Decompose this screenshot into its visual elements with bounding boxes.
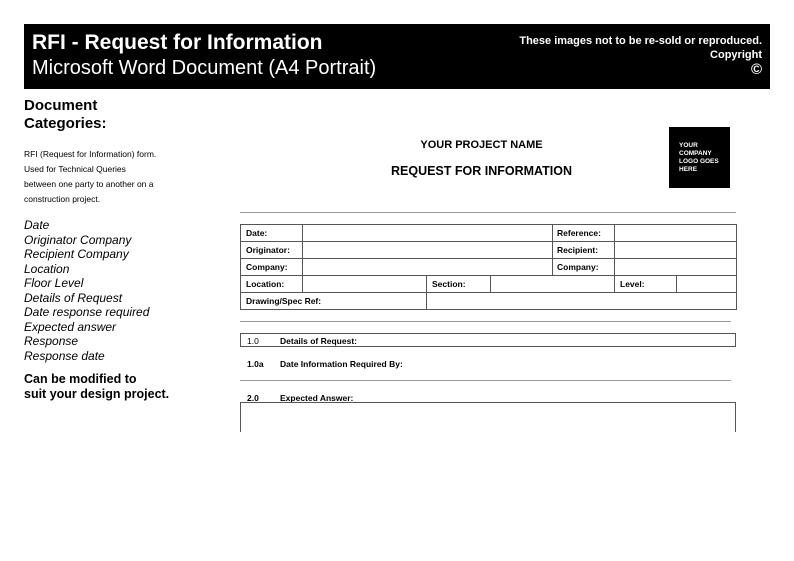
category-item: Date bbox=[24, 218, 50, 232]
level-label: Level: bbox=[615, 276, 677, 293]
originator-field[interactable] bbox=[303, 242, 553, 259]
category-item: Date response required bbox=[24, 305, 150, 319]
form-heading: REQUEST FOR INFORMATION bbox=[390, 164, 572, 178]
section-label: Section: bbox=[427, 276, 491, 293]
table-row bbox=[241, 259, 737, 276]
recipient-label: Recipient: bbox=[553, 242, 615, 259]
category-item: Details of Request bbox=[24, 290, 123, 305]
category-item: Response date bbox=[24, 348, 105, 363]
modify-note-line1: Can be modified to bbox=[24, 372, 137, 386]
section-number: 1.0a bbox=[247, 359, 264, 369]
date-label: Date: bbox=[241, 225, 303, 242]
divider bbox=[240, 321, 731, 322]
company-logo-placeholder bbox=[669, 127, 730, 188]
copyright-notice bbox=[519, 34, 762, 78]
categories-heading-line2: Categories: bbox=[24, 115, 107, 132]
logo-line: LOGO GOES bbox=[679, 158, 719, 165]
document-description bbox=[24, 147, 224, 207]
copyright-icon: © bbox=[750, 61, 762, 78]
logo-line: COMPANY bbox=[679, 150, 712, 157]
section-number: 1.0 bbox=[247, 336, 259, 346]
description-line: RFI (Request for Information) form. bbox=[24, 149, 157, 159]
location-field[interactable] bbox=[303, 276, 427, 293]
rfi-header-table bbox=[240, 224, 737, 310]
section-number: 2.0 bbox=[247, 393, 259, 403]
expected-answer-box[interactable] bbox=[240, 402, 736, 432]
divider bbox=[240, 212, 736, 213]
logo-line: YOUR bbox=[679, 142, 698, 149]
modify-note-line2: suit your design project. bbox=[24, 387, 170, 401]
category-item: Expected answer bbox=[24, 319, 117, 334]
reference-label: Reference: bbox=[553, 225, 615, 242]
table-row bbox=[241, 242, 737, 259]
categories-heading bbox=[24, 97, 224, 133]
modify-note bbox=[24, 372, 224, 402]
category-item: Floor Level bbox=[24, 276, 84, 290]
level-field[interactable] bbox=[677, 276, 737, 293]
banner-subtitle: Microsoft Word Document (A4 Portrait) bbox=[32, 57, 377, 79]
category-item: Response bbox=[24, 334, 79, 348]
category-item: Location bbox=[24, 261, 70, 276]
table-row bbox=[241, 225, 737, 242]
divider bbox=[240, 380, 731, 381]
section-label: Date Information Required By: bbox=[280, 359, 403, 369]
resale-notice: These images not to be re-sold or reproduced. bbox=[519, 35, 762, 47]
description-line: between one party to another on a bbox=[24, 179, 154, 189]
copyright-label: Copyright bbox=[710, 49, 762, 61]
company-left-label: Company: bbox=[241, 259, 303, 276]
table-row bbox=[241, 276, 737, 293]
company-right-field[interactable] bbox=[615, 259, 737, 276]
section-field[interactable] bbox=[491, 276, 615, 293]
description-line: construction project. bbox=[24, 194, 101, 204]
section-label: Expected Answer: bbox=[280, 393, 354, 403]
company-right-label: Company: bbox=[553, 259, 615, 276]
location-label: Location: bbox=[241, 276, 303, 293]
logo-text bbox=[679, 142, 719, 174]
reference-field[interactable] bbox=[615, 225, 737, 242]
category-list bbox=[24, 218, 224, 363]
categories-heading-line1: Document bbox=[24, 97, 98, 114]
project-name: YOUR PROJECT NAME bbox=[420, 139, 543, 151]
logo-line: HERE bbox=[679, 166, 698, 173]
category-item: Originator Company bbox=[24, 232, 132, 247]
company-left-field[interactable] bbox=[303, 259, 553, 276]
recipient-field[interactable] bbox=[615, 242, 737, 259]
categories-panel bbox=[24, 97, 224, 402]
originator-label: Originator: bbox=[241, 242, 303, 259]
title-banner bbox=[24, 24, 770, 89]
date-field[interactable] bbox=[303, 225, 553, 242]
table-row bbox=[241, 293, 737, 310]
category-item: Recipient Company bbox=[24, 247, 129, 261]
drawing-ref-label bbox=[241, 293, 427, 310]
drawing-ref-field[interactable] bbox=[427, 293, 737, 310]
description-line: Used for Technical Queries bbox=[24, 164, 126, 174]
banner-title: RFI - Request for Information bbox=[32, 31, 323, 54]
drawing-ref-text: Drawing/Spec Ref: bbox=[246, 296, 322, 306]
section-label: Details of Request: bbox=[280, 336, 357, 346]
